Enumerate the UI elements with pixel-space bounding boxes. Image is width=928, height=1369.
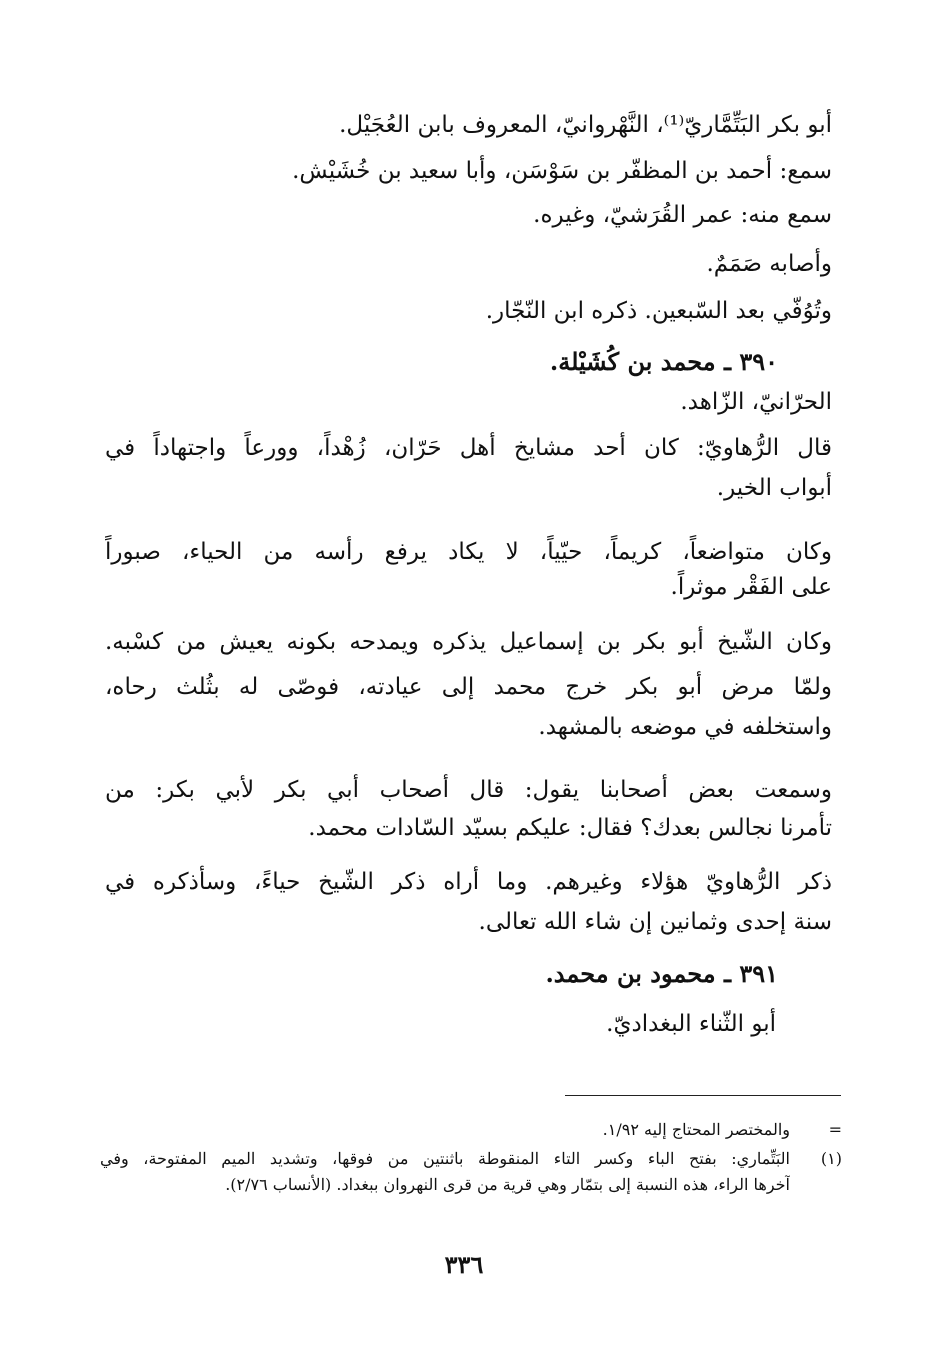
text-line: ذكر الرُّهاويّ هؤلاء وغيرهم. وما أراه ذكر الشّيخ حياءً، وسأذكره في bbox=[105, 869, 832, 895]
text-line: سمع: أحمد بن المظفّر بن سَوْسَن، وأبا سعيد بن خُشَيْش. bbox=[292, 158, 832, 184]
text-line: أبواب الخير. bbox=[716, 475, 832, 501]
entry-heading: ٣٩١ ـ محمود بن محمد. bbox=[545, 959, 778, 988]
text-line: تأمرنا نجالس بعدك؟ فقال: عليكم بسيّد السّادات محمد. bbox=[308, 815, 832, 841]
text-line: وتُوُفّي بعد السّبعين. ذكره ابن النّجّار. bbox=[485, 298, 832, 324]
text-line: وأصابه صَمَمٌ. bbox=[706, 251, 832, 277]
footnote-number: (١) bbox=[820, 1149, 842, 1168]
text-line: ولمّا مرض أبو بكر خرج محمد إلى عيادته، فوصّى له بثُلث رحاه، bbox=[105, 674, 832, 700]
text-line: وسمعت بعض أصحابنا يقول: قال أصحاب أبي بكر لأبي بكر: من bbox=[105, 777, 832, 803]
text-line: أبو بكر البَتِّمَّاريّ⁽¹⁾، النَّهْروانيّ، المعروف بابن العُجَيْل. bbox=[339, 112, 832, 138]
text-line: سمع منه: عمر القُرَشيّ، وغيره. bbox=[533, 202, 832, 228]
footnote-continuation-text: والمختصر المحتاج إليه ١/٩٢. bbox=[602, 1120, 790, 1139]
footnote-continuation-mark: = bbox=[828, 1120, 842, 1139]
text-line: قال الرُّهاويّ: كان أحد مشايخ أهل حَرّان، زُهْداً، وورعاً واجتهاداً في bbox=[105, 435, 832, 461]
text-line: وكان متواضعاً، كريماً، حيّياً، لا يكاد يرفع رأسه من الحياء، صبوراً bbox=[105, 539, 832, 565]
footnote-text: البَتِّماري: بفتح الباء وكسر التاء المنقوطة باثنتين من فوقها، وتشديد الميم المفتوحة، وفي bbox=[100, 1149, 790, 1168]
text-line: واستخلفه في موضعه بالمشهد. bbox=[538, 714, 832, 740]
text-line: الحرّانيّ، الزّاهد. bbox=[680, 389, 832, 415]
text-line: على الفَقْر موثراً. bbox=[670, 574, 832, 600]
text-line: أبو الثّناء البغداديّ. bbox=[606, 1011, 776, 1037]
text-line: وكان الشّيخ أبو بكر بن إسماعيل يذكره ويمدحه بكونه يعيش من كسْبه. bbox=[105, 629, 832, 655]
footnote-text: آخرها الراء، هذه النسبة إلى بتمّار وهي قرية من قرى النهروان ببغداد. (الأنساب ٢/٧٦). bbox=[225, 1175, 790, 1194]
footnote-separator bbox=[565, 1095, 841, 1096]
page-number: ٣٣٦ bbox=[444, 1250, 484, 1279]
text-line: سنة إحدى وثمانين إن شاء الله تعالى. bbox=[478, 909, 832, 935]
entry-heading: ٣٩٠ ـ محمد بن كُشَيْلة. bbox=[549, 347, 778, 376]
